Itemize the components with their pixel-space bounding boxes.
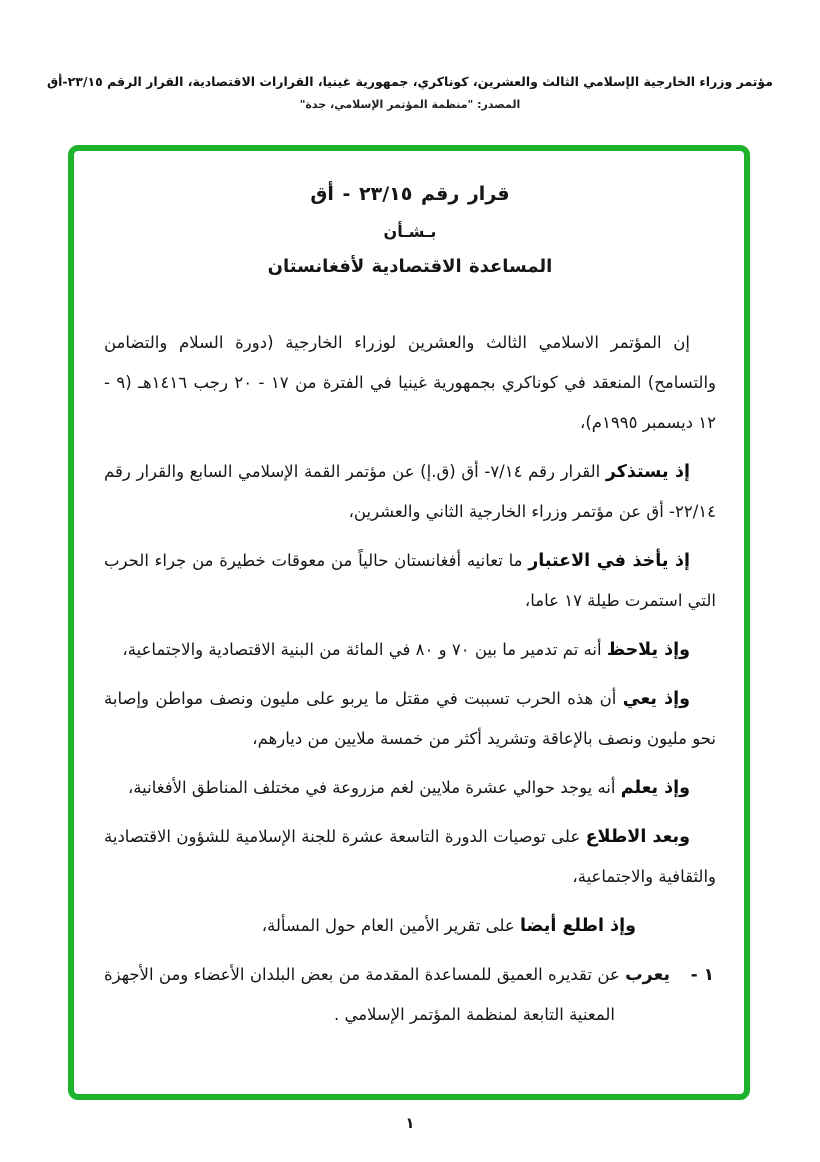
- paragraph-text: القرار رقم ٧/١٤- أق (ق.إ) عن مؤتمر القمة الإسلامي السابع والقرار رقم ٢٢/١٤- أق عن مؤتمر وزراء الخارجية الثاني والعشرين،: [104, 462, 716, 521]
- header-source: المصدر: "منظمة المؤتمر الإسلامي، جدة": [299, 98, 521, 111]
- paragraph-lead: إذ يأخذ في الاعتبار: [528, 551, 690, 571]
- resolution-subject-title: المساعدة الاقتصادية لأفغانستان: [267, 256, 553, 277]
- item-body: [104, 955, 670, 1035]
- paragraph-lead: إذ يستذكر: [605, 462, 690, 482]
- paragraph-text: على توصيات الدورة التاسعة عشرة للجنة الإسلامية للشؤون الاقتصادية والثقافية والاجتماعية،: [104, 827, 716, 886]
- having-reviewed-paragraph: [104, 817, 716, 897]
- aware-paragraph: [104, 679, 716, 759]
- header-citation: مؤتمر وزراء الخارجية الإسلامي الثالث والعشرين، كوناكري، جمهورية غينيا، القرارات الاقتصادية، القرار الرقم ٢٣/١٥-أق: [46, 74, 774, 89]
- resolution-title-block: [104, 181, 716, 279]
- recalling-paragraph: [104, 452, 716, 532]
- page-number: ١: [405, 1114, 415, 1132]
- paragraph-lead: وإذ يعلم: [620, 778, 690, 798]
- preamble-paragraph: [104, 323, 716, 443]
- resolution-regarding-title: بـشـأن: [383, 222, 437, 241]
- paragraph-lead: وإذ يعي: [622, 689, 691, 709]
- knowing-paragraph: [104, 768, 716, 808]
- paragraph-lead: وإذ يلاحظ: [606, 640, 690, 660]
- paragraph-text: ما تعانيه أفغانستان حالياً من معوقات خطيرة من جراء الحرب التي استمرت طيلة ١٧ عاما،: [104, 551, 716, 610]
- paragraph-lead: وبعد الاطلاع: [585, 827, 690, 847]
- paragraph-text: على تقرير الأمين العام حول المسألة،: [261, 916, 515, 935]
- having-also-reviewed-paragraph: [104, 906, 716, 946]
- item-text: عن تقديره العميق للمساعدة المقدمة من بعض البلدان الأعضاء ومن الأجهزة المعنية التابعة لمنظمة المؤتمر الإسلامي .: [104, 965, 620, 1024]
- paragraph-lead: وإذ اطلع أيضا: [519, 916, 636, 936]
- item-lead: يعرب: [625, 965, 671, 985]
- highlight-border-box: [68, 145, 750, 1100]
- paragraph-text: إن المؤتمر الاسلامي الثالث والعشرين لوزراء الخارجية (دورة السلام والتضامن والتسامح) المنعقد في كوناكري بجمهورية غينيا في الفترة من ١٧ - ٢٠ رجب ١٤١٦هـ (٩ - ١٢ ديسمبر ١٩٩٥م)،: [104, 333, 717, 432]
- paragraph-text: أنه يوجد حوالي عشرة ملايين لغم مزروعة في مختلف المناطق الأفغانية،: [127, 778, 616, 797]
- taking-into-account-paragraph: [104, 541, 716, 621]
- paragraph-text: أنه تم تدمير ما بين ٧٠ و ٨٠ في المائة من البنية الاقتصادية والاجتماعية،: [122, 640, 602, 659]
- paragraph-text: أن هذه الحرب تسببت في مقتل ما يربو على مليون ونصف مواطن وإصابة نحو مليون ونصف بالإعاقة وتشريد أكثر من خمسة ملايين من ديارهم،: [104, 689, 716, 748]
- noting-paragraph: [104, 630, 716, 670]
- operative-item-1: [104, 955, 716, 1035]
- resolution-number-title: قرار رقم ٢٣/١٥ - أق: [310, 183, 510, 205]
- item-number: ١ -: [690, 965, 714, 985]
- document-header: [0, 74, 820, 111]
